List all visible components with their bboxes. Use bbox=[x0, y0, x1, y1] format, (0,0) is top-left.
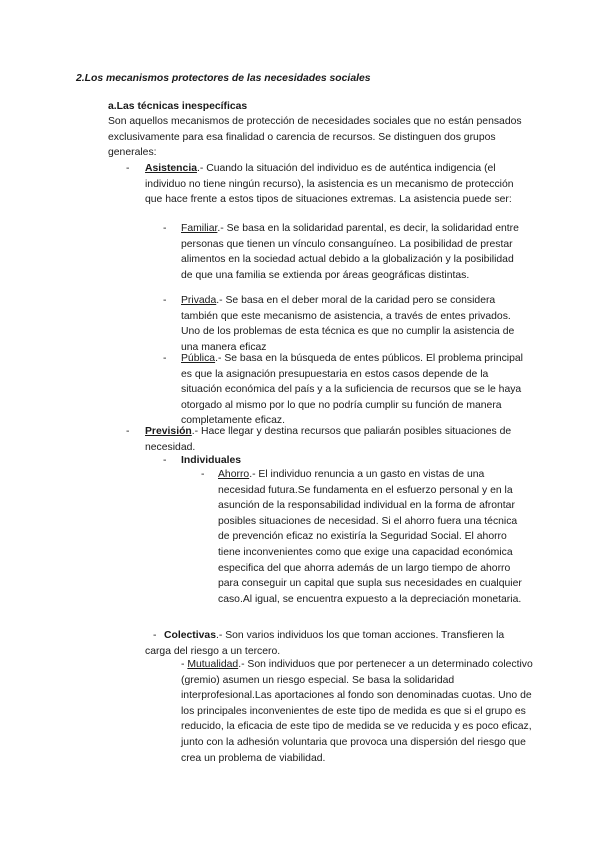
privada-text: .- Se basa en el deber moral de la caridad pero se considera también que este mecanismo de asistencia, a través de entes privados. Uno de los problemas de esta técnica es que no cumplir la asistencia de una manera eficaz bbox=[181, 295, 515, 353]
subsection-title: a.Las técnicas inespecíficas bbox=[108, 101, 248, 112]
mutualidad-text: .- Son individuos que por pertenecer a un determinado colectivo (gremio) asumen un riesgo especial. Se basa la solidaridad interprofesional.Las aportaciones al fondo son denominadas cuotas. Uno de los principales inconvenientes de este tipo de medida es que si el grupo es reducido, la eficacia de este tipo de medida se ve reducida y es poco eficaz, junto con la adhesión voluntaria que provoca una dispersión del riesgo que crea un problema de viabilidad. bbox=[181, 659, 533, 764]
colectivas-dash: - bbox=[153, 630, 157, 641]
publica-text: .- Se basa en la búsqueda de entes públicos. El problema principal es que la asignación presupuestaria en estos casos depende de la situación económica del país y a la suficiencia de recursos que se le haya otorgado al mismo por lo que no podría cumplir su función de manera completamente eficaz. bbox=[181, 353, 523, 427]
prevision-text: .- Hace llegar y destina recursos que paliarán posibles situaciones de necesidad. bbox=[145, 426, 512, 453]
colectivas-text: .- Son varios individuos los que toman acciones. Transfieren la carga del riesgo a un tercero. bbox=[145, 630, 505, 657]
asistencia-text: .- Cuando la situación del individuo es de auténtica indigencia (el individuo no tiene ningún recurso), la asistencia es un mecanismo de protección que hace frente a estos tipos de situaciones extremas. La asistencia puede ser: bbox=[145, 163, 514, 206]
colectivas-heading: Colectivas bbox=[164, 630, 216, 641]
section-title: 2.Los mecanismos protectores de las necesidades sociales bbox=[76, 73, 371, 84]
familiar-text: .- Se basa en la solidaridad parental, es decir, la solidaridad entre personas que tienen un vínculo consanguíneo. La posibilidad de prestar alimentos en la sociedad actual debido a la globalización y la posibilidad de que una familia se extienda por áreas geográficas distintas. bbox=[181, 223, 519, 281]
mutualidad-dash: - bbox=[181, 659, 185, 670]
privada-term: Privada bbox=[181, 295, 217, 306]
individuales-heading: Individuales bbox=[181, 455, 242, 466]
privada-item bbox=[181, 293, 527, 355]
ahorro-text: .- El individuo renuncia a un gasto en vistas de una necesidad futura.Se fundamenta en el esfuerzo personal y en la asunción de la responsabilidad individual en la forma de afrontar posibles situaciones de necesidad. Si el ahorro fuera una técnica de prevención eficaz no existiría la Seguridad Social. El ahorro tiene inconvenientes como que exige una capacidad económica especifica del que ahorra además de un largo tiempo de ahorro para conseguir un capital que supla sus necesidades en cualquier caso.Al igual, se encuentra expuesto a la depreciación monetaria. bbox=[218, 469, 522, 605]
ahorro-item bbox=[218, 467, 530, 607]
asistencia-item bbox=[145, 161, 527, 208]
prevision-dash: - bbox=[126, 426, 130, 437]
ahorro-dash: - bbox=[201, 469, 205, 480]
colectivas-item bbox=[145, 628, 530, 659]
prevision-item bbox=[145, 424, 527, 455]
individuales-dash: - bbox=[163, 455, 167, 466]
familiar-term: Familiar bbox=[181, 223, 218, 234]
publica-term: Pública bbox=[181, 353, 216, 364]
intro-paragraph: Son aquellos mecanismos de protección de necesidades sociales que no están pensados exclusivamente para esa finalidad o carencia de recursos. Se distinguen dos grupos generales: bbox=[108, 116, 522, 159]
mutualidad-item bbox=[181, 657, 533, 766]
asistencia-term: Asistencia bbox=[145, 163, 197, 174]
publica-item bbox=[181, 351, 527, 429]
asistencia-dash: - bbox=[126, 163, 130, 174]
mutualidad-term: Mutualidad bbox=[187, 659, 239, 670]
prevision-term: Previsión bbox=[145, 426, 192, 437]
privada-dash: - bbox=[163, 295, 167, 306]
publica-dash: - bbox=[163, 353, 167, 364]
familiar-dash: - bbox=[163, 223, 167, 234]
familiar-item bbox=[181, 221, 527, 283]
ahorro-term: Ahorro bbox=[218, 469, 250, 480]
